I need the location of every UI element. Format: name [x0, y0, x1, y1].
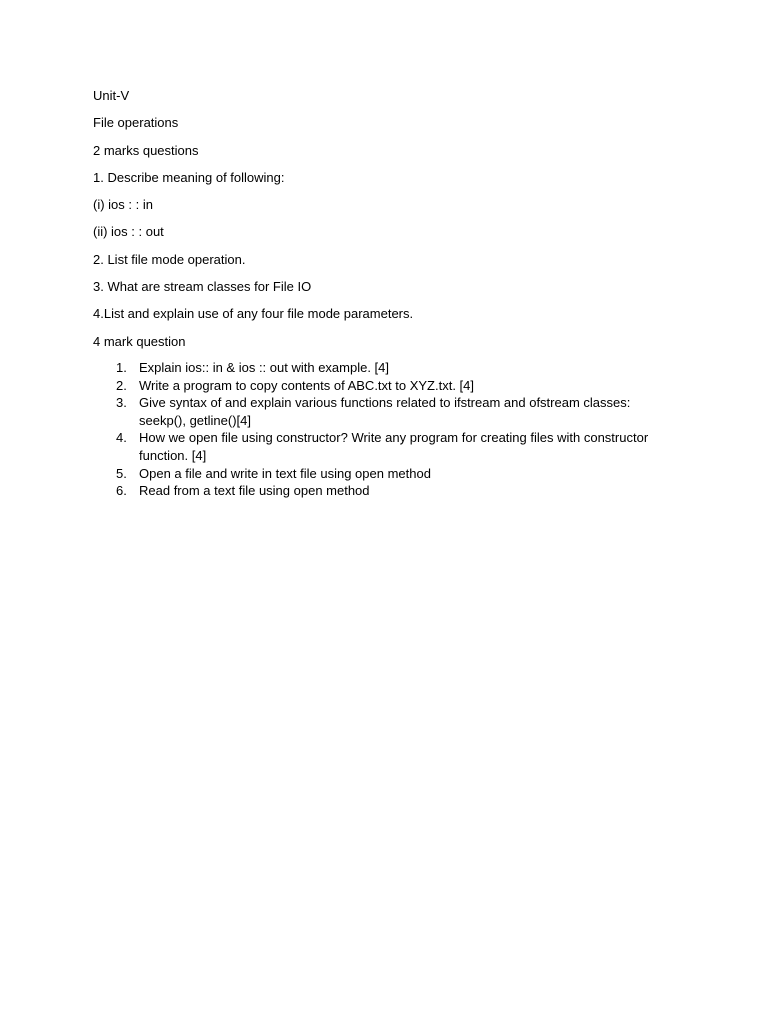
- list-item-number: 6.: [116, 483, 127, 499]
- list-item: [93, 429, 669, 464]
- four-marks-question-list: [93, 359, 693, 500]
- list-item-text: How we open file using constructor? Write any program for creating files with constructor function. [4]: [139, 430, 649, 463]
- two-marks-question: 4.List and explain use of any four file mode parameters.: [93, 306, 414, 322]
- list-item: [93, 359, 669, 377]
- list-item-text: Give syntax of and explain various functions related to ifstream and ofstream classes: seekp(), getline()[4]: [139, 395, 631, 428]
- list-item-number: 1.: [116, 359, 127, 375]
- list-item-text: Explain ios:: in & ios :: out with example. [4]: [139, 359, 390, 375]
- list-item-number: 4.: [116, 430, 127, 446]
- list-item: [93, 394, 669, 429]
- two-marks-question: 2. List file mode operation.: [93, 251, 246, 267]
- topic-heading: File operations: [93, 115, 179, 131]
- list-item: [93, 377, 669, 395]
- two-marks-question: (ii) ios : : out: [93, 224, 164, 240]
- list-item-number: 2.: [116, 377, 127, 393]
- list-item-number: 3.: [116, 395, 127, 411]
- list-item-number: 5.: [116, 465, 127, 481]
- list-item-text: Open a file and write in text file using open method: [139, 465, 431, 481]
- list-item-text: Read from a text file using open method: [139, 483, 370, 499]
- list-item-text: Write a program to copy contents of ABC.txt to XYZ.txt. [4]: [139, 377, 475, 393]
- unit-heading: Unit-V: [93, 88, 130, 103]
- two-marks-question: (i) ios : : in: [93, 197, 153, 213]
- list-item: [93, 465, 669, 483]
- four-marks-heading: 4 mark question: [93, 333, 186, 349]
- list-item: [93, 482, 669, 500]
- two-marks-heading: 2 marks questions: [93, 142, 199, 158]
- document-content: [93, 88, 693, 500]
- two-marks-question: 3. What are stream classes for File IO: [93, 279, 312, 295]
- two-marks-question: 1. Describe meaning of following:: [93, 169, 285, 185]
